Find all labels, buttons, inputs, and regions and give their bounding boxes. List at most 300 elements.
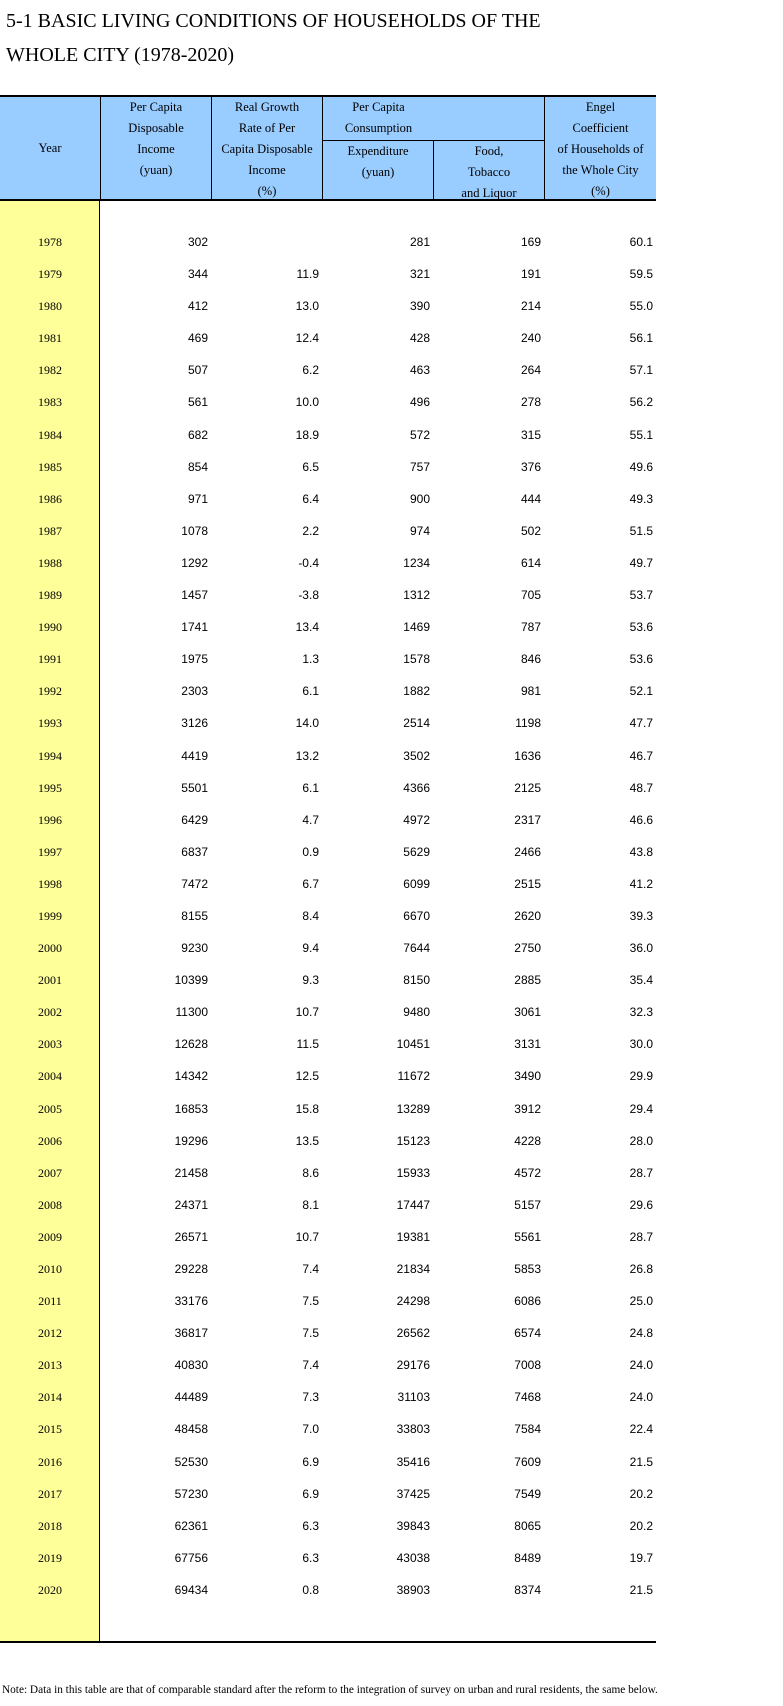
cell-engel: 53.7	[629, 588, 653, 603]
table-row	[0, 811, 656, 843]
cell-engel: 36.0	[629, 941, 653, 956]
cell-income: 412	[187, 299, 208, 314]
cell-engel: 25.0	[629, 1294, 653, 1309]
header-engel-line: Engel	[585, 100, 616, 114]
cell-year: 1990	[38, 620, 62, 635]
cell-year: 1994	[38, 748, 62, 763]
cell-year: 2013	[38, 1358, 62, 1373]
cell-growth: 7.4	[302, 1358, 319, 1373]
header-income-line: Disposable	[128, 121, 184, 135]
cell-consumption: 17447	[396, 1197, 430, 1212]
cell-food: 787	[520, 620, 541, 635]
cell-growth: 8.6	[302, 1165, 319, 1180]
cell-income: 52530	[174, 1454, 208, 1469]
cell-food: 2885	[514, 973, 541, 988]
header-growth	[211, 97, 322, 199]
table-row	[0, 939, 656, 971]
cell-year: 2008	[38, 1197, 62, 1212]
table-row	[0, 1324, 656, 1356]
cell-year: 1982	[38, 363, 62, 378]
cell-growth: 2.2	[302, 523, 319, 538]
cell-year: 1987	[38, 523, 62, 538]
cell-growth: 7.4	[302, 1262, 319, 1276]
cell-food: 3912	[514, 1101, 541, 1116]
table-body	[0, 233, 656, 1613]
cell-income: 971	[187, 491, 208, 506]
cell-engel: 46.7	[629, 748, 653, 763]
cell-income: 36817	[174, 1326, 208, 1341]
cell-growth: 6.1	[302, 684, 319, 699]
table-row	[0, 265, 656, 297]
table-header	[0, 95, 656, 201]
cell-food: 5157	[514, 1197, 541, 1212]
cell-consumption: 33803	[396, 1422, 430, 1437]
cell-engel: 28.7	[629, 1165, 653, 1180]
cell-consumption: 390	[409, 299, 430, 314]
cell-growth: 6.3	[302, 1550, 319, 1565]
cell-growth: -3.8	[298, 588, 319, 603]
cell-food: 614	[520, 555, 541, 570]
cell-consumption: 1882	[403, 684, 430, 699]
cell-year: 1979	[38, 267, 62, 282]
cell-food: 2620	[514, 908, 541, 923]
cell-growth: 10.7	[295, 1005, 319, 1020]
cell-engel: 59.5	[629, 267, 653, 282]
cell-consumption: 1234	[403, 555, 430, 570]
cell-income: 40830	[174, 1358, 208, 1373]
cell-year: 2017	[38, 1486, 62, 1501]
cell-consumption: 24298	[396, 1294, 430, 1309]
cell-consumption: 6099	[403, 876, 430, 891]
cell-income: 302	[187, 235, 208, 249]
cell-engel: 22.4	[629, 1422, 653, 1437]
table-note: Note: Data in this table are that of comparable standard after the reform to the integration of survey on urban and rural residents, the same below.	[2, 1684, 658, 1696]
header-consumption-line: Expenditure	[347, 144, 409, 158]
cell-consumption: 4366	[403, 780, 430, 795]
cell-engel: 55.0	[629, 299, 653, 314]
cell-income: 10399	[174, 973, 208, 988]
table-row	[0, 650, 656, 682]
cell-year: 2003	[38, 1037, 62, 1052]
table-row	[0, 1549, 656, 1581]
cell-food: 264	[520, 363, 541, 378]
table-row	[0, 843, 656, 875]
table-row	[0, 1035, 656, 1067]
table-row	[0, 1420, 656, 1452]
cell-income: 48458	[174, 1422, 208, 1437]
cell-consumption: 8150	[403, 973, 430, 988]
table-row	[0, 458, 656, 490]
cell-growth: 12.5	[295, 1069, 319, 1084]
cell-growth: 13.2	[295, 748, 319, 763]
cell-income: 9230	[181, 941, 208, 956]
cell-engel: 53.6	[629, 652, 653, 667]
table-row	[0, 907, 656, 939]
table-row	[0, 971, 656, 1003]
cell-year: 2014	[38, 1390, 62, 1405]
header-growth-line: Capita Disposable	[221, 142, 313, 156]
cell-engel: 52.1	[629, 684, 653, 699]
cell-food: 2750	[514, 941, 541, 956]
cell-year: 2016	[38, 1454, 62, 1469]
table-row	[0, 682, 656, 714]
cell-food: 240	[520, 331, 541, 346]
cell-growth: 11.5	[296, 1037, 319, 1052]
header-engel-line: Coefficient	[572, 121, 629, 135]
cell-year: 1999	[38, 908, 62, 923]
cell-income: 14342	[174, 1069, 208, 1084]
cell-year: 2006	[38, 1133, 62, 1148]
cell-food: 3490	[514, 1069, 541, 1084]
cell-consumption: 39843	[396, 1518, 430, 1533]
cell-consumption: 281	[409, 235, 430, 249]
cell-income: 854	[187, 459, 208, 474]
cell-food: 278	[520, 395, 541, 410]
cell-growth: 13.4	[295, 620, 319, 635]
cell-income: 561	[187, 395, 208, 410]
table-row	[0, 1196, 656, 1228]
cell-consumption: 29176	[396, 1358, 430, 1373]
header-food	[433, 141, 544, 199]
cell-food: 2515	[514, 876, 541, 891]
cell-consumption: 572	[409, 427, 430, 442]
cell-engel: 48.7	[629, 780, 653, 795]
table-row	[0, 714, 656, 746]
table-row	[0, 875, 656, 907]
table-row	[0, 747, 656, 779]
table-row	[0, 297, 656, 329]
cell-growth: 6.7	[302, 876, 319, 891]
cell-year: 2018	[38, 1518, 62, 1533]
header-engel-line: (%)	[591, 184, 610, 198]
cell-growth: -0.4	[298, 555, 319, 570]
page-title	[6, 4, 541, 72]
cell-consumption: 15123	[396, 1133, 430, 1148]
cell-food: 2466	[514, 844, 541, 859]
header-income-line: Per Capita	[129, 100, 183, 114]
cell-year: 2009	[38, 1229, 62, 1244]
table-row	[0, 1100, 656, 1132]
table-row	[0, 233, 656, 265]
cell-consumption: 26562	[396, 1326, 430, 1341]
cell-growth: 6.2	[302, 363, 319, 378]
cell-consumption: 10451	[396, 1037, 430, 1052]
table-row	[0, 522, 656, 554]
cell-year: 2012	[38, 1326, 62, 1341]
title-line-1: 5-1 BASIC LIVING CONDITIONS OF HOUSEHOLDS OF THE	[6, 10, 541, 32]
cell-growth: 7.3	[302, 1390, 319, 1405]
cell-growth: 1.3	[302, 652, 319, 667]
cell-year: 1985	[38, 459, 62, 474]
cell-income: 507	[187, 363, 208, 378]
cell-consumption: 21834	[396, 1262, 430, 1276]
cell-income: 1292	[181, 555, 208, 570]
cell-income: 2303	[181, 684, 208, 699]
cell-growth: 7.5	[302, 1326, 319, 1341]
cell-consumption: 43038	[396, 1550, 430, 1565]
cell-income: 1457	[181, 588, 208, 603]
cell-year: 2015	[38, 1422, 62, 1437]
cell-food: 705	[520, 588, 541, 603]
header-growth-line: Real Growth	[234, 100, 300, 114]
header-income	[100, 97, 211, 199]
cell-growth: 0.8	[302, 1582, 319, 1597]
cell-year: 1989	[38, 588, 62, 603]
cell-growth: 6.3	[302, 1518, 319, 1533]
cell-food: 5853	[514, 1262, 541, 1276]
header-growth-line: Income	[248, 163, 286, 177]
table-row	[0, 1581, 656, 1613]
cell-growth: 15.8	[295, 1101, 319, 1116]
table-row	[0, 329, 656, 361]
table-row	[0, 1260, 656, 1292]
cell-food: 1198	[515, 716, 541, 731]
cell-growth: 8.4	[302, 908, 319, 923]
table-row	[0, 1388, 656, 1420]
cell-year: 2005	[38, 1101, 62, 1116]
table-bottom-rule	[0, 1641, 656, 1643]
cell-consumption: 15933	[396, 1165, 430, 1180]
cell-year: 1991	[38, 652, 62, 667]
cell-engel: 35.4	[629, 973, 653, 988]
cell-engel: 56.2	[629, 395, 653, 410]
cell-consumption: 757	[409, 459, 430, 474]
table-row	[0, 779, 656, 811]
cell-engel: 20.2	[629, 1486, 653, 1501]
cell-year: 2020	[38, 1582, 62, 1597]
cell-year: 1993	[38, 716, 62, 731]
cell-food: 6086	[514, 1294, 541, 1309]
cell-food: 315	[520, 427, 541, 442]
cell-food: 191	[520, 267, 541, 282]
cell-growth: 13.0	[295, 299, 319, 314]
cell-engel: 49.3	[629, 491, 653, 506]
cell-consumption: 463	[409, 363, 430, 378]
cell-consumption: 5629	[403, 844, 430, 859]
cell-engel: 46.6	[629, 812, 653, 827]
table-row	[0, 490, 656, 522]
cell-year: 2019	[38, 1550, 62, 1565]
cell-consumption: 3502	[403, 748, 430, 763]
cell-income: 5501	[181, 780, 208, 795]
cell-consumption: 428	[409, 331, 430, 346]
cell-income: 16853	[174, 1101, 208, 1116]
cell-engel: 49.7	[629, 555, 653, 570]
cell-consumption: 321	[409, 267, 430, 282]
cell-food: 502	[520, 523, 541, 538]
table-row	[0, 1164, 656, 1196]
cell-growth: 7.0	[302, 1422, 319, 1437]
cell-year: 1997	[38, 844, 62, 859]
header-food-line: Food,	[474, 144, 504, 158]
cell-income: 8155	[181, 908, 208, 923]
cell-growth: 8.1	[302, 1197, 319, 1212]
header-food-line: Tobacco	[467, 165, 511, 179]
cell-growth: 18.9	[295, 427, 319, 442]
cell-engel: 26.8	[629, 1262, 653, 1276]
table-row	[0, 1292, 656, 1324]
cell-income: 344	[187, 267, 208, 282]
cell-year: 2004	[38, 1069, 62, 1084]
cell-income: 4419	[181, 748, 208, 763]
cell-consumption: 6670	[403, 908, 430, 923]
header-year: Year	[38, 140, 62, 155]
cell-year: 2002	[38, 1005, 62, 1020]
header-engel	[544, 97, 656, 199]
header-income-line: Income	[137, 142, 175, 156]
cell-food: 981	[520, 684, 541, 699]
cell-income: 29228	[174, 1262, 208, 1276]
cell-consumption: 2514	[403, 716, 430, 731]
table-row	[0, 1356, 656, 1388]
cell-growth: 10.7	[295, 1229, 319, 1244]
cell-food: 444	[520, 491, 541, 506]
cell-growth: 4.7	[302, 812, 319, 827]
title-line-2: WHOLE CITY (1978-2020)	[6, 44, 235, 66]
cell-year: 2011	[38, 1294, 62, 1309]
cell-food: 7584	[514, 1422, 541, 1437]
cell-year: 1983	[38, 395, 62, 410]
cell-income: 67756	[174, 1550, 208, 1565]
cell-income: 21458	[174, 1165, 208, 1180]
cell-income: 62361	[174, 1518, 208, 1533]
cell-year: 1995	[38, 780, 62, 795]
header-income-line: (yuan)	[139, 163, 173, 177]
cell-year: 1978	[38, 235, 62, 249]
cell-year: 1984	[38, 427, 62, 442]
cell-food: 214	[520, 299, 541, 314]
cell-engel: 29.9	[629, 1069, 653, 1084]
cell-year: 1980	[38, 299, 62, 314]
cell-income: 11300	[175, 1005, 208, 1020]
cell-growth: 9.4	[302, 941, 319, 956]
cell-year: 2000	[38, 941, 62, 956]
table-row	[0, 1003, 656, 1035]
cell-engel: 24.0	[629, 1358, 653, 1373]
cell-food: 2125	[514, 780, 541, 795]
cell-growth: 0.9	[302, 844, 319, 859]
cell-consumption: 4972	[403, 812, 430, 827]
cell-year: 1986	[38, 491, 62, 506]
cell-year: 1981	[38, 331, 62, 346]
cell-income: 6429	[181, 812, 208, 827]
cell-engel: 29.6	[629, 1197, 653, 1212]
cell-engel: 28.7	[629, 1229, 653, 1244]
cell-engel: 49.6	[629, 459, 653, 474]
cell-engel: 30.0	[629, 1037, 653, 1052]
cell-food: 6574	[514, 1326, 541, 1341]
cell-engel: 53.6	[629, 620, 653, 635]
cell-growth: 14.0	[295, 716, 319, 731]
cell-income: 682	[187, 427, 208, 442]
cell-engel: 47.7	[629, 716, 653, 731]
cell-engel: 21.5	[629, 1582, 653, 1597]
cell-food: 1636	[514, 748, 541, 763]
cell-consumption: 19381	[396, 1229, 430, 1244]
header-consumption-lower	[322, 141, 433, 199]
cell-income: 469	[187, 331, 208, 346]
cell-income: 3126	[181, 716, 208, 731]
table-row	[0, 1453, 656, 1485]
cell-consumption: 37425	[396, 1486, 430, 1501]
table-row	[0, 618, 656, 650]
cell-income: 19296	[174, 1133, 208, 1148]
cell-income: 33176	[174, 1294, 208, 1309]
cell-year: 1996	[38, 812, 62, 827]
cell-food: 8374	[514, 1582, 541, 1597]
cell-growth: 6.4	[302, 491, 319, 506]
table-row	[0, 554, 656, 586]
cell-engel: 24.8	[629, 1326, 653, 1341]
header-consumption-line: Per Capita	[352, 100, 405, 114]
cell-income: 1975	[181, 652, 208, 667]
cell-food: 7468	[514, 1390, 541, 1405]
cell-growth: 6.9	[302, 1486, 319, 1501]
cell-engel: 56.1	[629, 331, 653, 346]
cell-consumption: 974	[409, 523, 430, 538]
cell-growth: 10.0	[295, 395, 319, 410]
cell-consumption: 9480	[403, 1005, 430, 1020]
cell-food: 4572	[514, 1165, 541, 1180]
cell-food: 2317	[514, 812, 541, 827]
table-row	[0, 1517, 656, 1549]
cell-engel: 24.0	[629, 1390, 653, 1405]
cell-engel: 19.7	[629, 1550, 653, 1565]
table-row	[0, 1132, 656, 1164]
header-consumption-line: (yuan)	[361, 165, 395, 179]
cell-engel: 41.2	[629, 876, 653, 891]
cell-engel: 29.4	[629, 1101, 653, 1116]
table-row	[0, 1485, 656, 1517]
cell-engel: 43.8	[629, 844, 653, 859]
cell-engel: 60.1	[629, 235, 653, 249]
cell-engel: 55.1	[629, 427, 653, 442]
cell-food: 8489	[514, 1550, 541, 1565]
cell-food: 3061	[514, 1005, 541, 1020]
table-row	[0, 1067, 656, 1099]
header-growth-line: (%)	[257, 184, 277, 198]
cell-income: 12628	[174, 1037, 208, 1052]
cell-income: 1741	[181, 620, 208, 635]
cell-food: 3131	[514, 1037, 541, 1052]
cell-engel: 57.1	[629, 363, 653, 378]
cell-engel: 51.5	[629, 523, 653, 538]
cell-income: 69434	[174, 1582, 208, 1597]
table-row	[0, 393, 656, 425]
table-row	[0, 1228, 656, 1260]
cell-income: 26571	[174, 1229, 208, 1244]
cell-engel: 39.3	[629, 908, 653, 923]
cell-food: 8065	[514, 1518, 541, 1533]
cell-food: 846	[520, 652, 541, 667]
cell-food: 7008	[514, 1358, 541, 1373]
cell-year: 2007	[38, 1165, 62, 1180]
header-engel-line: of Households of	[557, 142, 644, 156]
cell-consumption: 1469	[403, 620, 430, 635]
cell-year: 1998	[38, 876, 62, 891]
cell-consumption: 1312	[403, 588, 430, 603]
cell-consumption: 496	[409, 395, 430, 410]
cell-consumption: 38903	[396, 1582, 430, 1597]
header-consumption	[322, 97, 544, 141]
header-growth-line: Rate of Per	[238, 121, 296, 135]
cell-engel: 32.3	[629, 1005, 653, 1020]
table-row	[0, 586, 656, 618]
cell-engel: 20.2	[629, 1518, 653, 1533]
cell-growth: 6.5	[302, 459, 319, 474]
cell-growth: 13.5	[295, 1133, 319, 1148]
cell-consumption: 31103	[397, 1390, 430, 1405]
